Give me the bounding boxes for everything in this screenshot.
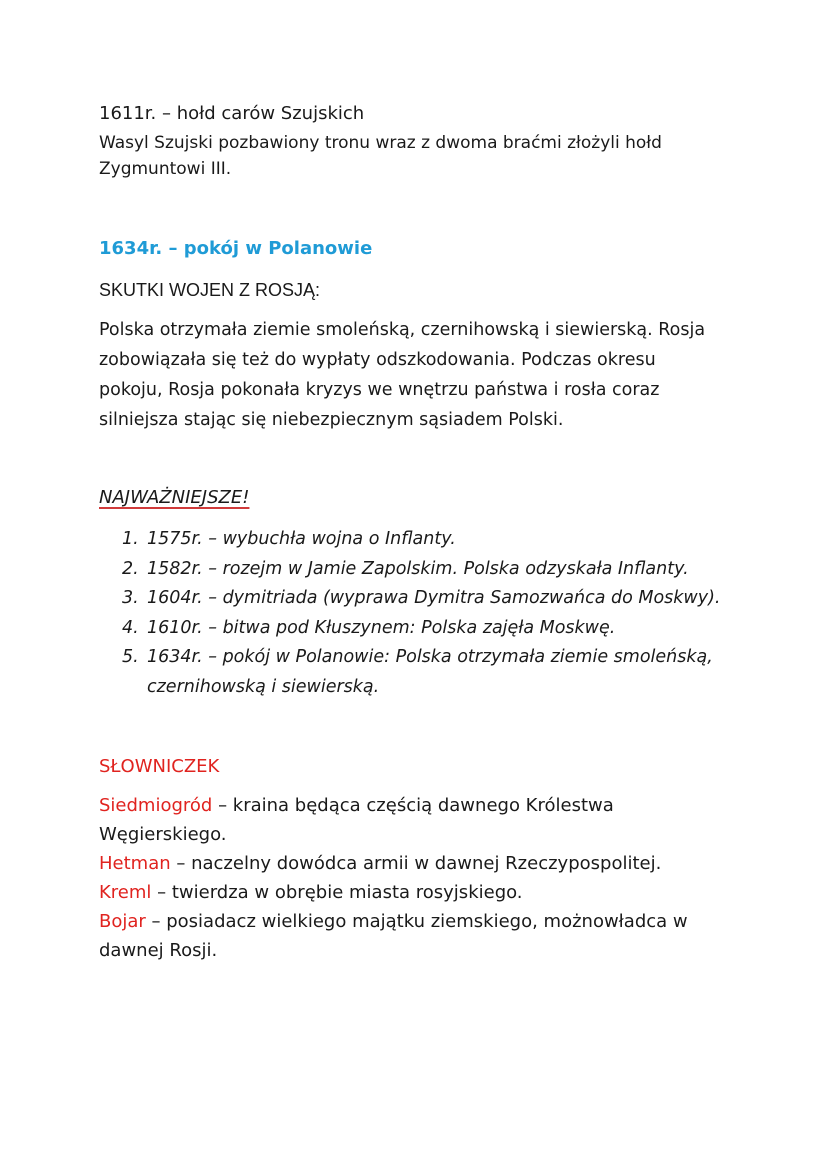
consequences-body-line: silniejsza stając się niebezpiecznym sąsiadem Polski. [99, 410, 564, 430]
glossary-definition: – naczelny dowódca armii w dawnej Rzeczypospolitej. [170, 853, 662, 874]
list-item-number: 5. [122, 647, 139, 667]
glossary-definition: – twierdza w obrębie miasta rosyjskiego. [151, 882, 523, 903]
list-item-text: 1582r. – rozejm w Jamie Zapolskim. Polska odzyskała Inflanty. [147, 558, 689, 579]
section-1634-title [99, 234, 759, 263]
list-item-text: czernihowską i siewierską. [147, 676, 380, 697]
consequences-body-line: zobowiązała się też do wypłaty odszkodowania. Podczas okresu [99, 350, 656, 370]
glossary-definition: Węgierskiego. [99, 824, 227, 845]
section-1611 [99, 99, 759, 128]
list-item-text: 1610r. – bitwa pod Kłuszynem: Polska zajęła Moskwę. [147, 617, 616, 638]
important-heading-text: NAJWAŻNIEJSZE! [99, 487, 250, 508]
glossary-term: Bojar [99, 911, 146, 932]
consequences-body-line: Polska otrzymała ziemie smoleńską, czernihowską i siewierską. Rosja [99, 320, 706, 340]
consequences-body-line: pokoju, Rosja pokonała kryzys we wnętrzu państwa i rosła coraz [99, 380, 660, 400]
list-item-number: 2. [122, 558, 139, 579]
glossary-heading-text: SŁOWNICZEK [99, 756, 220, 777]
list-item [110, 584, 800, 614]
glossary-definition: dawnej Rosji. [99, 940, 218, 961]
section-1611-title: 1611r. – hołd carów Szujskich [99, 103, 365, 124]
section-1611-body-line: Wasyl Szujski pozbawiony tronu wraz z dwoma braćmi złożyli hołd [99, 133, 662, 153]
list-item [110, 555, 800, 585]
glossary-definition: – kraina będąca częścią dawnego Królestwa [212, 795, 614, 816]
section-1611-body-line: Zygmuntowi III. [99, 159, 232, 179]
list-item [110, 643, 800, 702]
list-item-text: 1634r. – pokój w Polanowie: Polska otrzymała ziemie smoleńską, [147, 647, 713, 667]
list-item [110, 614, 800, 644]
glossary-term: Kreml [99, 882, 152, 903]
section-1611-body [99, 130, 759, 182]
glossary-term: Hetman [99, 853, 171, 874]
section-1634-title-rest: – pokój w Polanowie [162, 238, 373, 259]
list-item [110, 525, 800, 555]
section-1634-date: 1634r. [99, 238, 163, 259]
list-item-number: 4. [122, 617, 139, 638]
list-item-number: 1. [122, 529, 139, 549]
glossary-entry [99, 878, 799, 907]
list-item-text: 1604r. – dymitriada (wyprawa Dymitra Samozwańca do Moskwy). [147, 588, 721, 608]
glossary-entry [99, 849, 799, 878]
glossary-entry [99, 907, 799, 965]
consequences-body [99, 315, 779, 435]
list-item-number: 3. [122, 588, 139, 608]
glossary-definition: – posiadacz wielkiego majątku ziemskiego, możnowładca w [145, 911, 688, 932]
important-heading [99, 484, 759, 512]
glossary-heading [99, 752, 759, 781]
consequences-heading-text: SKUTKI WOJEN Z ROSJĄ: [99, 280, 321, 300]
glossary-list [99, 791, 799, 965]
glossary-term: Siedmiogród [99, 795, 213, 816]
list-item-text: 1575r. – wybuchła wojna o Inflanty. [147, 529, 456, 549]
important-list [110, 525, 800, 702]
glossary-entry [99, 791, 799, 849]
consequences-heading [99, 277, 759, 303]
